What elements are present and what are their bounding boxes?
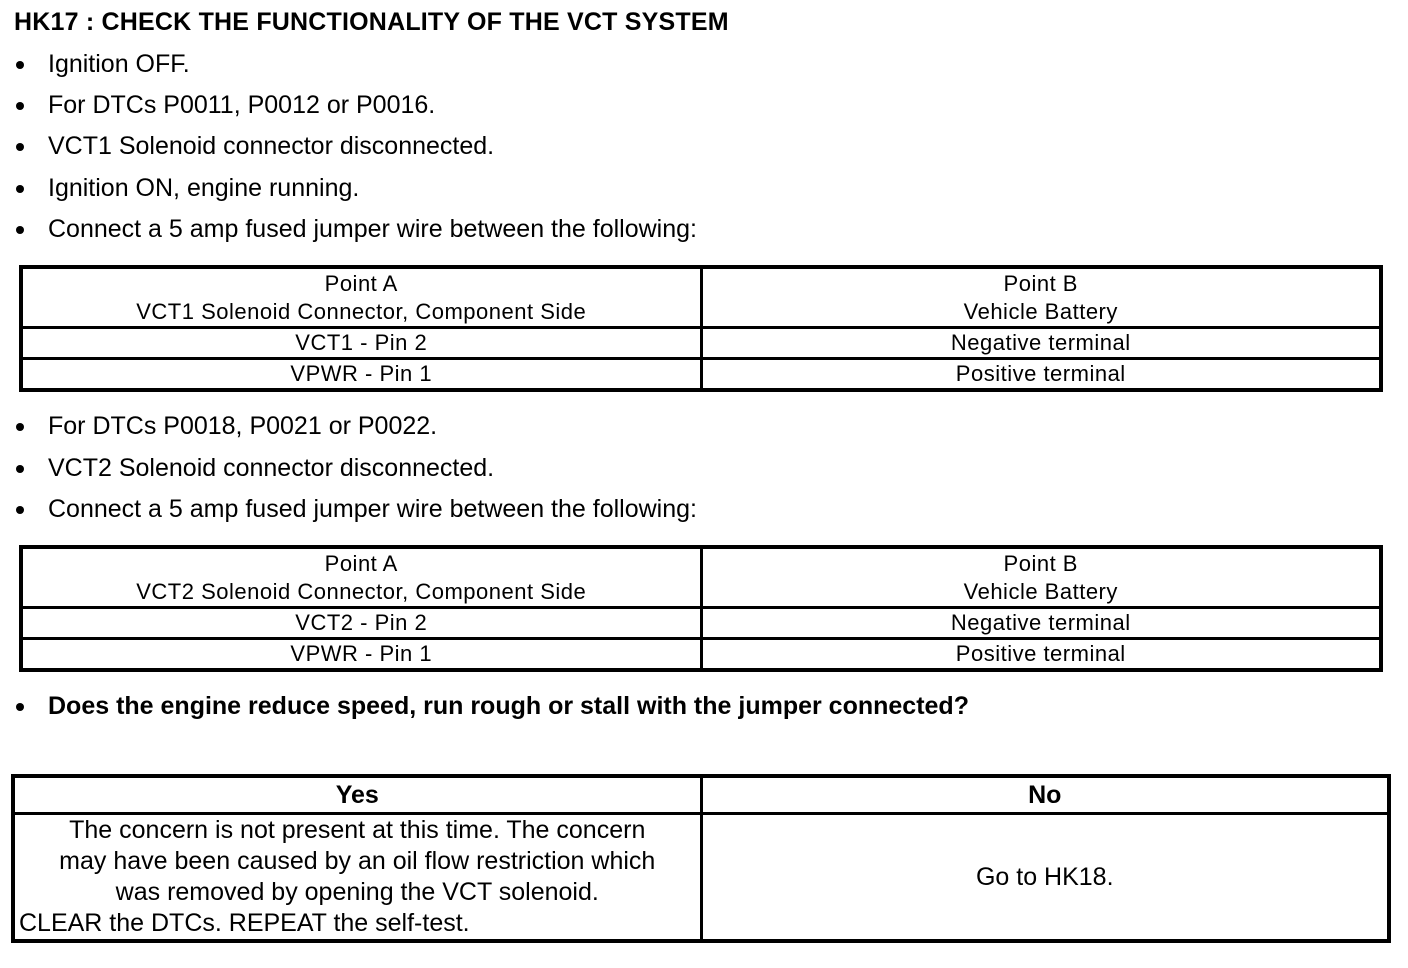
yes-no-table [11, 774, 1391, 943]
table-row [13, 814, 1389, 942]
list-item-text: VCT1 Solenoid connector disconnected. [48, 132, 495, 160]
question [14, 692, 969, 721]
list-item-text: Ignition ON, engine running. [48, 174, 360, 202]
bullet-icon [16, 465, 24, 473]
bullet-icon [16, 143, 24, 151]
bullet-icon [16, 506, 24, 514]
question-text: Does the engine reduce speed, run rough or stall with the jumper connected? [48, 692, 969, 720]
yes-line: CLEAR the DTCs. REPEAT the self-test. [19, 909, 470, 937]
connection-table-vct1 [19, 265, 1383, 392]
yes-line: was removed by opening the VCT solenoid. [115, 878, 599, 906]
bullet-icon [16, 423, 24, 431]
list-item-text: For DTCs P0011, P0012 or P0016. [48, 91, 436, 119]
yes-line: may have been caused by an oil flow restriction which [59, 847, 656, 875]
list-item [14, 454, 494, 483]
bullet-icon [16, 703, 24, 711]
list-item [14, 495, 697, 524]
list-item-text: Ignition OFF. [48, 50, 190, 78]
list-item [14, 132, 494, 161]
table-cell: VCT1 - Pin 2 [21, 328, 701, 359]
table-cell: VCT2 - Pin 2 [21, 608, 701, 639]
no-header: No [701, 776, 1389, 814]
list-item [14, 215, 697, 244]
list-item-text: Connect a 5 amp fused jumper wire between the following: [48, 215, 697, 243]
table-cell: Negative terminal [701, 608, 1381, 639]
yes-cell [13, 814, 701, 942]
list-item [14, 412, 437, 441]
table-cell: Positive terminal [701, 359, 1381, 391]
yes-header: Yes [13, 776, 701, 814]
list-item [14, 174, 359, 203]
page-title: HK17 : CHECK THE FUNCTIONALITY OF THE VCT SYSTEM [14, 8, 729, 36]
bullet-icon [16, 61, 24, 69]
table-cell: Positive terminal [701, 639, 1381, 671]
bullet-icon [16, 185, 24, 193]
header-point-b: Point B Vehicle Battery [701, 267, 1381, 328]
bullet-icon [16, 102, 24, 110]
list-item-text: Connect a 5 amp fused jumper wire between the following: [48, 495, 697, 523]
table-row [21, 359, 1381, 391]
table-cell: Negative terminal [701, 328, 1381, 359]
header-point-a: Point A VCT2 Solenoid Connector, Component Side [21, 547, 701, 608]
bullet-icon [16, 226, 24, 234]
connection-table-vct2 [19, 545, 1383, 672]
table-row [21, 328, 1381, 359]
header-point-b: Point B Vehicle Battery [701, 547, 1381, 608]
list-item-text: VCT2 Solenoid connector disconnected. [48, 454, 495, 482]
list-item [14, 91, 435, 120]
header-point-a: Point A VCT1 Solenoid Connector, Component Side [21, 267, 701, 328]
list-item-text: For DTCs P0018, P0021 or P0022. [48, 412, 438, 440]
table-row [21, 639, 1381, 671]
table-row [21, 608, 1381, 639]
no-cell: Go to HK18. [701, 814, 1389, 942]
table-cell: VPWR - Pin 1 [21, 639, 701, 671]
yes-line: The concern is not present at this time. The concern [69, 816, 646, 844]
table-cell: VPWR - Pin 1 [21, 359, 701, 391]
list-item [14, 50, 190, 79]
